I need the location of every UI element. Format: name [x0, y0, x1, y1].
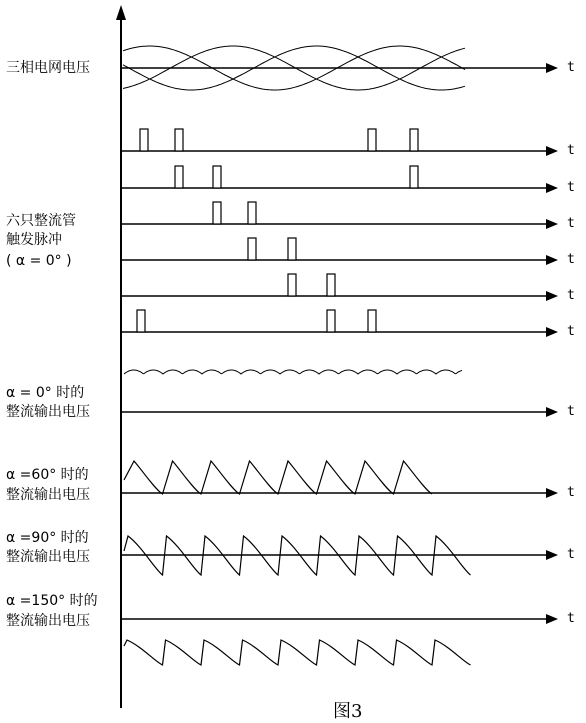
t-label: t	[567, 611, 575, 626]
pulses-label-line3: ( α = 0° )	[6, 253, 72, 269]
alpha150-label-line2: 整流输出电压	[6, 613, 90, 629]
trigger-pulse	[288, 274, 296, 296]
trigger-pulse	[213, 166, 221, 188]
alpha90-label-line1: α =90° 时的	[6, 530, 89, 546]
time-axis-arrow	[546, 614, 558, 624]
trigger-pulse	[175, 129, 183, 151]
output-wave-alpha-60	[124, 461, 432, 494]
alpha90-label-line2: 整流输出电压	[6, 549, 90, 565]
alpha0-label-line1: α = 0° 时的	[6, 385, 85, 401]
vertical-axis-arrow	[116, 5, 126, 20]
trigger-pulse	[368, 129, 376, 151]
time-axis-arrow	[546, 146, 558, 156]
alpha60-label-line1: α =60° 时的	[6, 467, 89, 483]
pulses-label-line1: 六只整流管	[6, 213, 76, 229]
time-axis-arrow	[546, 219, 558, 229]
t-label: t	[567, 252, 575, 267]
rectifier-output-waves	[124, 370, 471, 665]
t-label: t	[567, 485, 575, 500]
time-axis-arrow	[546, 488, 558, 498]
output-wave-alpha-150	[124, 640, 471, 665]
alpha150-label-line1: α =150° 时的	[6, 593, 98, 609]
output-wave-alpha-0	[124, 370, 462, 374]
time-axes	[116, 5, 558, 708]
grid-voltage-label: 三相电网电压	[6, 60, 90, 76]
trigger-pulse	[175, 166, 183, 188]
trigger-pulses	[137, 129, 418, 332]
trigger-pulse	[327, 310, 335, 332]
trigger-pulse	[248, 238, 256, 260]
trigger-pulse	[213, 202, 221, 224]
time-axis-arrow	[546, 183, 558, 193]
time-axis-arrow	[546, 550, 558, 560]
trigger-pulse	[288, 238, 296, 260]
trigger-pulse	[327, 274, 335, 296]
time-axis-arrow	[546, 255, 558, 265]
pulses-label-line2: 触发脉冲	[6, 232, 62, 248]
figure-caption: 图3	[333, 701, 363, 722]
t-label: t	[567, 547, 575, 562]
time-axis-arrow	[546, 407, 558, 417]
alpha60-label-line2: 整流输出电压	[6, 487, 90, 503]
time-axis-arrow	[546, 63, 558, 73]
trigger-pulse	[248, 202, 256, 224]
trigger-pulse	[410, 166, 418, 188]
time-axis-arrow	[546, 291, 558, 301]
t-label: t	[567, 216, 575, 231]
time-axis-arrow	[546, 327, 558, 337]
t-label: t	[567, 60, 575, 75]
t-label: t	[567, 324, 575, 339]
alpha0-label-line2: 整流输出电压	[6, 404, 90, 420]
t-label: t	[567, 404, 575, 419]
trigger-pulse	[137, 310, 145, 332]
trigger-pulse	[410, 129, 418, 151]
t-label: t	[567, 180, 575, 195]
t-label: t	[567, 288, 575, 303]
trigger-pulse	[368, 310, 376, 332]
trigger-pulse	[140, 129, 148, 151]
t-label: t	[567, 143, 575, 158]
